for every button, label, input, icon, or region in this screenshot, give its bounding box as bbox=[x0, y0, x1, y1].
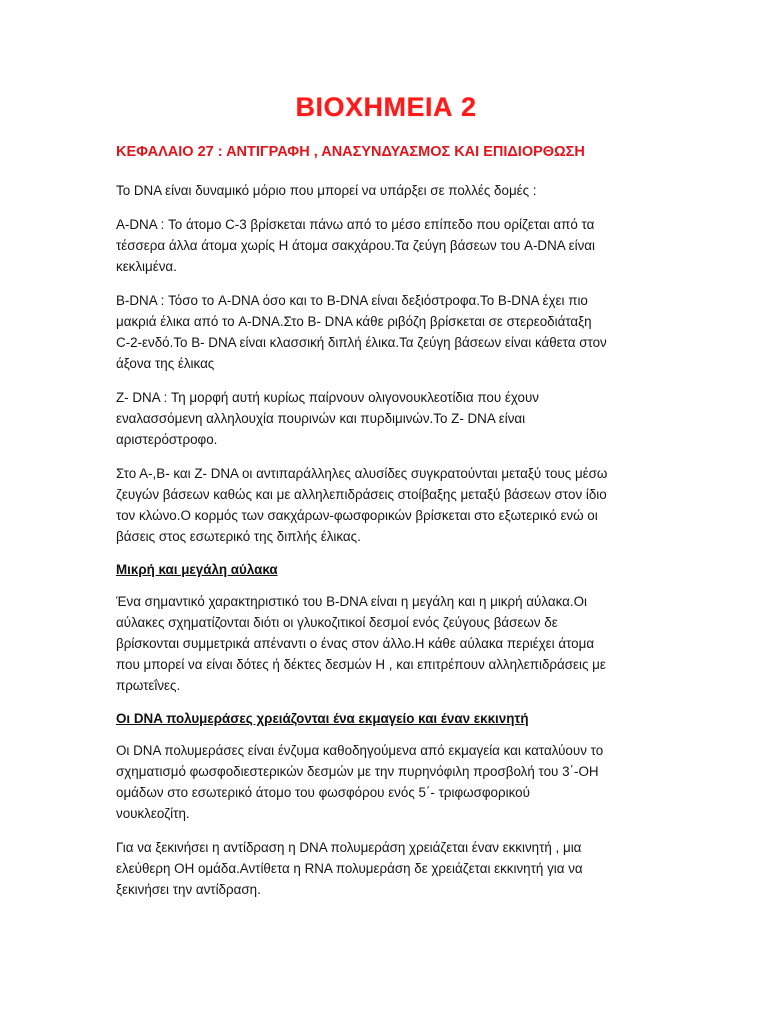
text-line: μακριά έλικα από το A-DNA.Στο Β- DNA κάθε ριβόζη βρίσκεται σε στερεοδιάταξη bbox=[116, 314, 592, 329]
text-line: Στο Α-,Β- και Ζ- DNA οι αντιπαράλληλες αλυσίδες συγκρατούνται μεταξύ τους μέσω bbox=[116, 466, 608, 481]
paragraph-antiparallel bbox=[116, 463, 656, 547]
text-line: ελεύθερη ΟΗ ομάδα.Αντίθετα η RNA πολυμεράση δε χρειάζεται εκκινητή για να bbox=[116, 861, 583, 876]
text-line: Ένα σημαντικό χαρακτηριστικό του B-DNA είναι η μεγάλη και η μικρή αύλακα.Οι bbox=[116, 594, 587, 609]
text-line: σχηματισμό φωσφοδιεστερικών δεσμών με την πυρηνόφιλη προσβολή του 3΄-ΟΗ bbox=[116, 764, 599, 779]
document-title: ΒΙΟΧΗΜΕΙΑ 2 bbox=[295, 92, 477, 122]
text-line: ομάδων στο εσωτερικό άτομο του φωσφόρου ενός 5΄- τριφωσφορικού bbox=[116, 785, 530, 800]
text-line: Για να ξεκινήσει η αντίδραση η DNA πολυμεράση χρειάζεται έναν εκκινητή , μια bbox=[116, 840, 582, 855]
section-heading-grooves: Μικρή και μεγάλη αύλακα bbox=[116, 562, 278, 577]
paragraph-primer bbox=[116, 837, 656, 900]
text-line: τον κλώνο.Ο κορμός των σακχάρων-φωσφορικών βρίσκεται στο εξωτερικό ενώ οι bbox=[116, 508, 598, 523]
text-line: A-DNA : Το άτομο C-3 βρίσκεται πάνω από το μέσο επίπεδο που ορίζεται από τα bbox=[116, 217, 595, 232]
text-line: Οι DNA πολυμεράσες είναι ένζυμα καθοδηγούμενα από εκμαγεία και καταλύουν το bbox=[116, 743, 604, 758]
paragraph-grooves bbox=[116, 591, 656, 696]
text-line: πρωτεΐνες. bbox=[116, 678, 181, 693]
text-line: εναλασσόμενη αλληλουχία πουρινών και πυρδιμινών.Το Ζ- DNA είναι bbox=[116, 411, 526, 426]
text-line: Z- DNA : Τη μορφή αυτή κυρίως παίρνουν ολιγονουκλεοτίδια που έχουν bbox=[116, 390, 539, 405]
text-line: τέσσερα άλλα άτομα χωρίς Η άτομα σακχάρου.Τα ζεύγη βάσεων του A-DNA είναι bbox=[116, 238, 596, 253]
text-line: κεκλιμένα. bbox=[116, 259, 177, 274]
text-line: C-2-ενδό.Το Β- DNA είναι κλασσική διπλή έλικα.Τα ζεύγη βάσεων είναι κάθετα στον bbox=[116, 335, 607, 350]
intro-paragraphs bbox=[116, 180, 656, 547]
text-line: βρίσκονται συμμετρικά απέναντι ο ένας στον άλλο.Η κάθε αύλακα περιέχει άτομα bbox=[116, 636, 595, 651]
text-line: Το DNA είναι δυναμικό μόριο που μπορεί να υπάρξει σε πολλές δομές : bbox=[116, 183, 537, 198]
text-line: αριστερόστροφο. bbox=[116, 432, 218, 447]
section-heading-polymerases: Οι DNA πολυμεράσες χρειάζονται ένα εκμαγείο και έναν εκκινητή bbox=[116, 711, 529, 726]
text-line: βάσεις στος εσωτερικό της διπλής έλικας. bbox=[116, 529, 361, 544]
paragraph-polymerases bbox=[116, 740, 656, 824]
text-line: αύλακες σχηματίζονται διότι οι γλυκοζιτικοί δεσμοί ενός ζεύγους βάσεων δε bbox=[116, 615, 558, 630]
text-line: άξονα της έλικας bbox=[116, 356, 215, 371]
chapter-heading: ΚΕΦΑΛΑΙΟ 27 : ΑΝΤΙΓΡΑΦΗ , ΑΝΑΣΥΝΔΥΑΣΜΟΣ ΚΑΙ ΕΠΙΔΙΟΡΘΩΣΗ bbox=[116, 144, 585, 160]
paragraph-z-dna bbox=[116, 387, 656, 450]
text-line: ζευγών βάσεων καθώς και με αλληλεπιδράσεις στοίβαξης μεταξύ βάσεων στον ίδιο bbox=[116, 487, 607, 502]
text-line: που μπορεί να είναι δότες ή δέκτες δεσμών Η , και επιτρέπουν αλληλεπιδράσεις με bbox=[116, 657, 606, 672]
text-line: ξεκινήσει την αντίδραση. bbox=[116, 882, 261, 897]
paragraph-b-dna bbox=[116, 290, 656, 374]
text-line: B-DNA : Τόσο το A-DNA όσο και το B-DNA είναι δεξιόστροφα.Το B-DNA έχει πιο bbox=[116, 293, 588, 308]
text-line: νουκλεοζίτη. bbox=[116, 806, 190, 821]
paragraph-intro bbox=[116, 180, 656, 201]
paragraph-a-dna bbox=[116, 214, 656, 277]
